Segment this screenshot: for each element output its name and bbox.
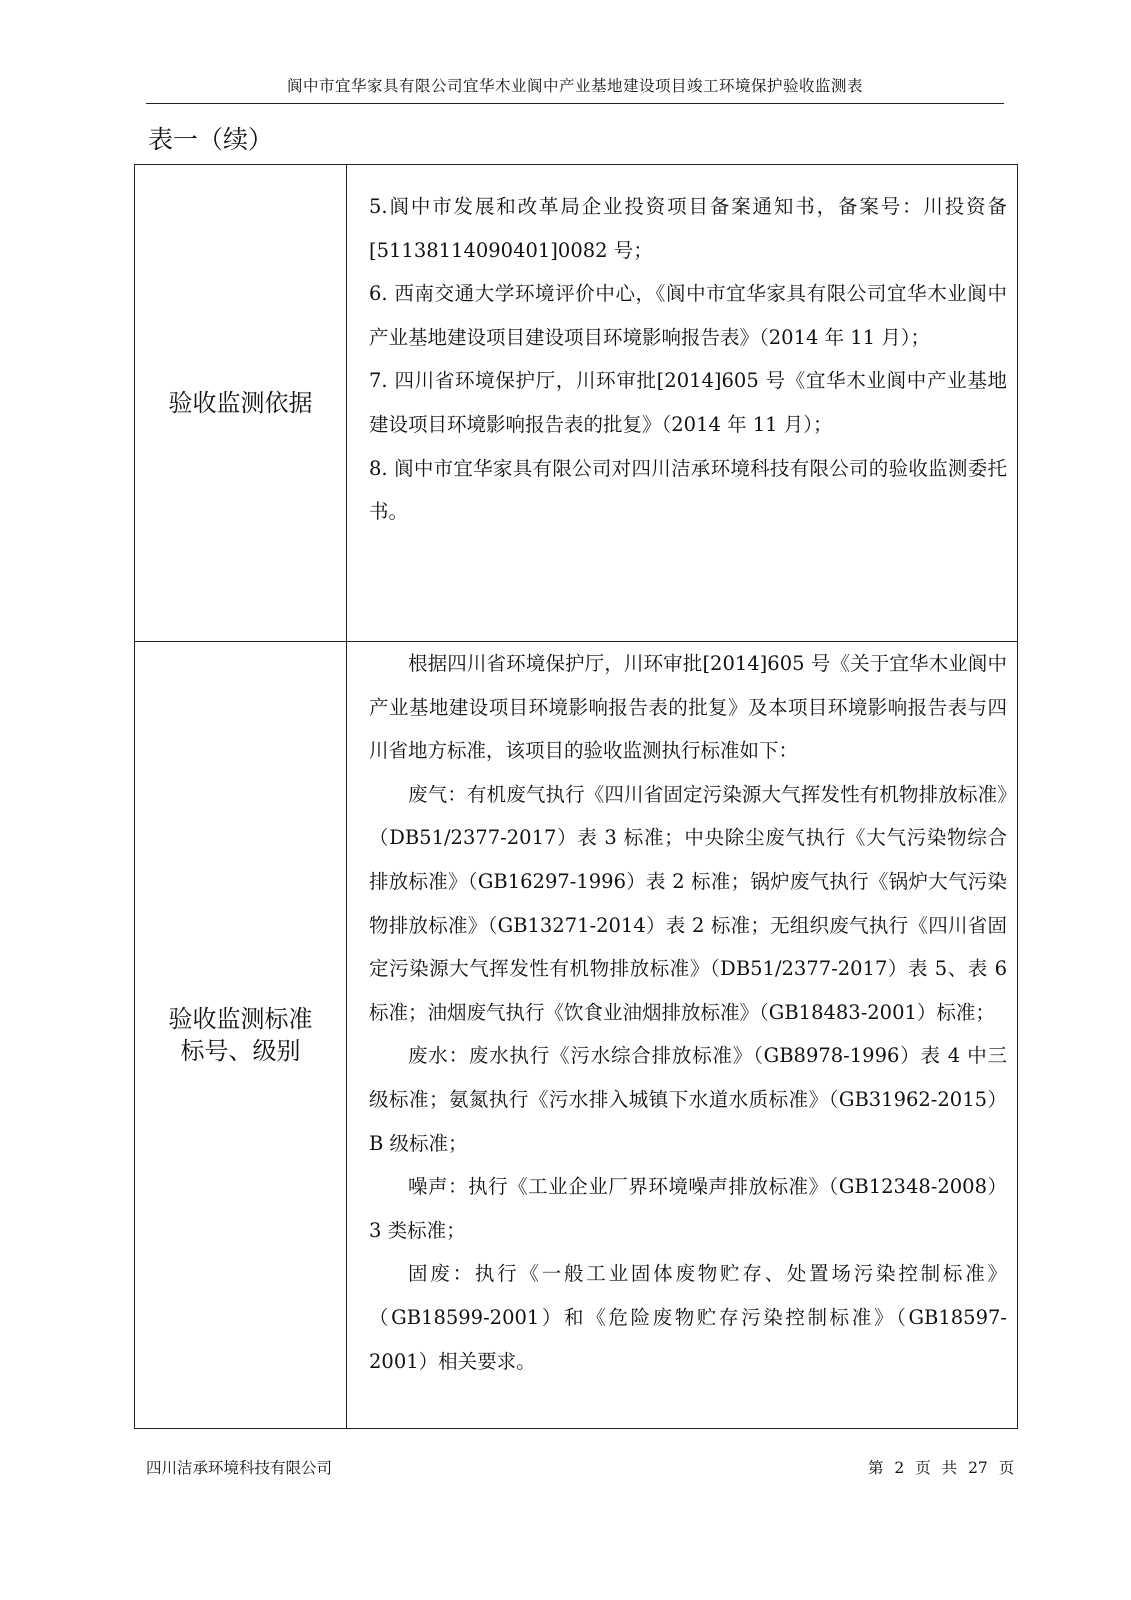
- row-label-monitoring-basis: [135, 165, 347, 642]
- standards-exhaust-gas-paragraph: 废气：有机废气执行《四川省固定污染源大气挥发性有机物排放标准》（DB51/2377-2017）表 3 标准；中央除尘废气执行《大气污染物综合排放标准》（GB16297-1996）表 2 标准；锅炉废气执行《锅炉大气污染物排放标准》（GB13271-2014）表 2 标准；无组织废气执行《四川省固定污染源大气挥发性有机物排放标准》（DB51/2377-2017）表 5、表 6 标准；油烟废气执行《饮食业油烟排放标准》（GB18483-2001）标准；: [369, 782, 1007, 1024]
- row-label-line: 验收监测标准: [168, 1004, 313, 1033]
- standards-solid-waste-paragraph: 固废：执行《一般工业固体废物贮存、处置场污染控制标准》（GB18599-2001）和《危险废物贮存污染控制标准》（GB18597-2001）相关要求。: [369, 1262, 1007, 1373]
- row-content-monitoring-basis: [347, 165, 1018, 642]
- table-row-monitoring-basis: [135, 165, 1018, 642]
- row-label-line: 标号、级别: [180, 1037, 301, 1065]
- section-heading: 表一（续）: [148, 125, 274, 154]
- basis-item-8: 8. 阆中市宜华家具有限公司对四川洁承环境科技有限公司的验收监测委托书。: [369, 456, 1007, 524]
- standards-intro-paragraph: 根据四川省环境保护厅，川环审批[2014]605 号《关于宜华木业阆中产业基地建设项目环境影响报告表的批复》及本项目环境影响报告表与四川省地方标准，该项目的验收监测执行标准如下：: [369, 652, 1007, 763]
- standards-wastewater-paragraph: 废水：废水执行《污水综合排放标准》（GB8978-1996）表 4 中三级标准；氨氮执行《污水排入城镇下水道水质标准》（GB31962-2015）B 级标准；: [369, 1044, 1007, 1155]
- row-label-monitoring-standards: [135, 642, 347, 1429]
- footer-page-number: 第 2 页 共 27 页: [868, 1459, 1015, 1477]
- basis-item-7: 7. 四川省环境保护厅，川环审批[2014]605 号《宜华木业阆中产业基地建设项目环境影响报告表的批复》（2014 年 11 月）；: [369, 369, 1007, 436]
- standards-noise-paragraph: 噪声：执行《工业企业厂界环境噪声排放标准》（GB12348-2008）3 类标准；: [369, 1175, 1007, 1242]
- table-row-monitoring-standards: [135, 642, 1018, 1429]
- row-label-line: 验收监测依据: [168, 388, 313, 417]
- basis-item-5: 5.阆中市发展和改革局企业投资项目备案通知书，备案号：川投资备[51138114090401]0082 号；: [369, 195, 1007, 262]
- header-divider: [146, 103, 1004, 104]
- row-content-monitoring-standards: [347, 642, 1018, 1429]
- footer-company-name: 四川洁承环境科技有限公司: [146, 1459, 333, 1477]
- document-header-title: 阆中市宜华家具有限公司宜华木业阆中产业基地建设项目竣工环境保护验收监测表: [286, 77, 863, 95]
- basis-item-6: 6. 西南交通大学环境评价中心，《阆中市宜华家具有限公司宜华木业阆中产业基地建设项目建设项目环境影响报告表》（2014 年 11 月）；: [369, 282, 1007, 349]
- acceptance-monitoring-table: [134, 164, 1018, 1429]
